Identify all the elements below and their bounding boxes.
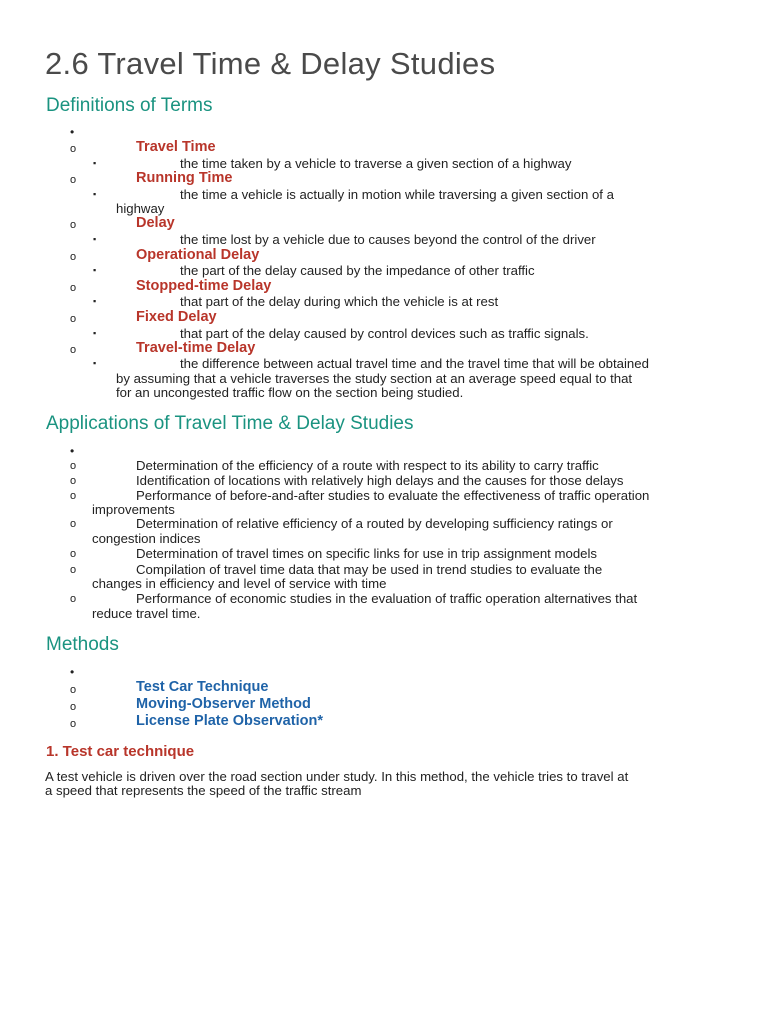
definitions-heading: Definitions of Terms — [46, 95, 213, 116]
square-marker: ▪ — [93, 158, 97, 168]
circle-marker: o — [70, 564, 77, 576]
definition-fixed-delay: that part of the delay caused by control devices such as traffic signals. — [180, 326, 589, 341]
test-car-heading: 1. Test car technique — [46, 743, 195, 760]
method-link-license-plate[interactable]: License Plate Observation* — [136, 713, 323, 729]
circle-marker: o — [70, 548, 77, 560]
square-marker: ▪ — [93, 328, 97, 338]
circle-marker: o — [70, 518, 77, 530]
application-item-cont: congestion indices — [92, 531, 201, 546]
definition-stopped-time-delay: that part of the delay during which the vehicle is at rest — [180, 294, 499, 309]
applications-heading: Applications of Travel Time & Delay Studies — [46, 413, 414, 434]
definition-travel-time-delay-cont2: for an uncongested traffic flow on the section being studied. — [116, 385, 464, 400]
square-marker: ▪ — [93, 189, 97, 199]
term-operational-delay: Operational Delay — [136, 247, 260, 263]
square-marker: ▪ — [93, 296, 97, 306]
square-marker: ▪ — [93, 265, 97, 275]
circle-marker: o — [70, 251, 77, 263]
application-item-cont: reduce travel time. — [92, 606, 201, 621]
test-car-paragraph-line1: A test vehicle is driven over the road section under study. In this method, the vehicle tries to travel at — [45, 769, 629, 784]
circle-marker: o — [70, 344, 77, 356]
term-running-time: Running Time — [136, 170, 233, 186]
bullet-marker: • — [70, 125, 75, 139]
definition-travel-time-delay: the difference between actual travel time and the travel time that will be obtained — [180, 356, 649, 371]
circle-marker: o — [70, 313, 77, 325]
method-link-moving-observer[interactable]: Moving-Observer Method — [136, 696, 311, 712]
application-item: Performance of before-and-after studies to evaluate the effectiveness of traffic operation — [136, 488, 650, 503]
application-item-cont: changes in efficiency and level of service with time — [92, 576, 387, 591]
definition-travel-time: the time taken by a vehicle to traverse a given section of a highway — [180, 156, 572, 171]
term-travel-time-delay: Travel-time Delay — [136, 340, 256, 356]
definition-delay: the time lost by a vehicle due to causes beyond the control of the driver — [180, 232, 596, 247]
methods-heading: Methods — [46, 634, 119, 655]
page-title: 2.6 Travel Time & Delay Studies — [45, 46, 496, 81]
bullet-marker: • — [70, 665, 75, 679]
definition-travel-time-delay-cont: by assuming that a vehicle traverses the study section at an average speed equal to that — [116, 371, 633, 386]
circle-marker: o — [70, 143, 77, 155]
circle-marker: o — [70, 475, 77, 487]
test-car-paragraph-line2: a speed that represents the speed of the traffic stream — [45, 783, 362, 798]
application-item: Identification of locations with relatively high delays and the causes for those delays — [136, 473, 624, 488]
circle-marker: o — [70, 718, 77, 730]
term-travel-time: Travel Time — [136, 139, 216, 155]
application-item: Compilation of travel time data that may be used in trend studies to evaluate the — [136, 562, 603, 577]
circle-marker: o — [70, 701, 77, 713]
square-marker: ▪ — [93, 358, 97, 368]
circle-marker: o — [70, 460, 77, 472]
square-marker: ▪ — [93, 234, 97, 244]
term-stopped-time-delay: Stopped-time Delay — [136, 278, 272, 294]
term-delay: Delay — [136, 215, 175, 231]
application-item: Determination of the efficiency of a route with respect to its ability to carry traffic — [136, 458, 599, 473]
circle-marker: o — [70, 219, 77, 231]
application-item: Determination of relative efficiency of a routed by developing sufficiency ratings or — [136, 516, 613, 531]
definition-running-time: the time a vehicle is actually in motion while traversing a given section of a — [180, 187, 614, 202]
circle-marker: o — [70, 684, 77, 696]
method-link-test-car[interactable]: Test Car Technique — [136, 679, 269, 695]
circle-marker: o — [70, 593, 77, 605]
bullet-marker: • — [70, 444, 75, 458]
application-item-cont: improvements — [92, 502, 175, 517]
circle-marker: o — [70, 490, 77, 502]
definition-operational-delay: the part of the delay caused by the impedance of other traffic — [180, 263, 535, 278]
application-item: Determination of travel times on specific links for use in trip assignment models — [136, 546, 598, 561]
circle-marker: o — [70, 282, 77, 294]
circle-marker: o — [70, 174, 77, 186]
definition-running-time-cont: highway — [116, 201, 165, 216]
term-fixed-delay: Fixed Delay — [136, 309, 217, 325]
application-item: Performance of economic studies in the evaluation of traffic operation alternatives that — [136, 591, 638, 606]
